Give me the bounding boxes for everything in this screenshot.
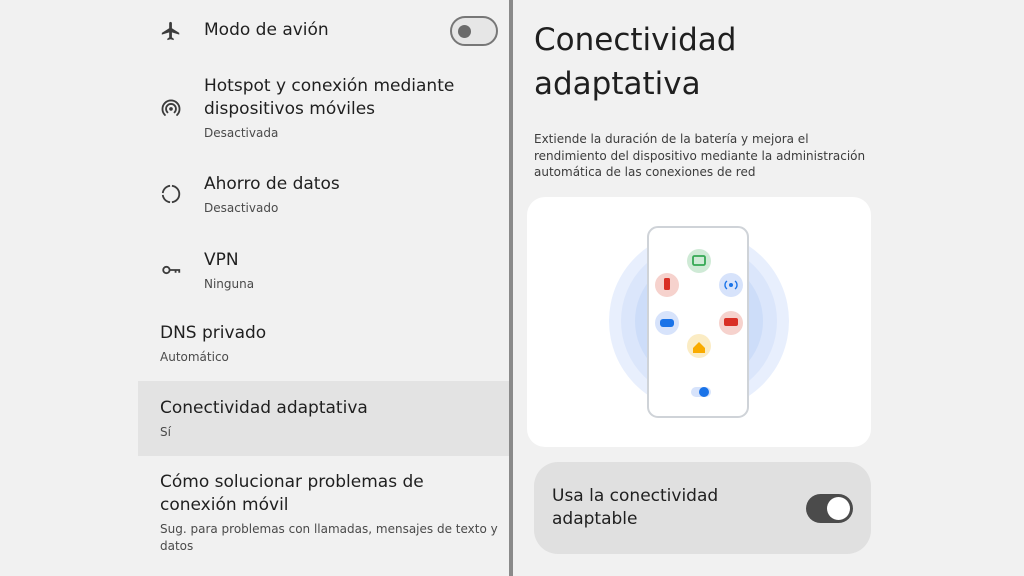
settings-item-subtitle: Ninguna [204,277,255,291]
settings-item-adaptive-connectivity[interactable] [138,381,509,456]
adaptive-connectivity-illustration [527,197,871,447]
settings-item-data-saver[interactable] [138,158,509,234]
settings-item-subtitle: Desactivada [204,126,279,140]
data-saver-icon [160,183,182,205]
settings-item-subtitle: Automático [160,350,229,364]
settings-item-subtitle: Sug. para problemas con llamadas, mensajes de texto y datos [160,522,498,553]
settings-item-troubleshoot-mobile[interactable] [138,456,509,566]
page-title: Conectividad adaptativa [534,22,737,102]
settings-item-title: Modo de avión [204,20,329,40]
settings-item-title: DNS privado [160,323,267,343]
detail-pane [513,0,1024,576]
adaptive-connectivity-switch[interactable] [806,494,853,523]
settings-item-airplane-mode[interactable] [138,0,509,62]
page-description: Extiende la duración de la batería y mejora el rendimiento del dispositivo mediante la administración automática de las conexiones de red [534,132,866,179]
settings-item-title: Hotspot y conexión mediante dispositivos móviles [204,76,455,119]
toggle-knob [458,25,471,38]
toggle-knob [827,497,850,520]
vpn-key-icon [160,259,182,281]
settings-item-hotspot[interactable] [138,66,509,158]
settings-item-title: Conectividad adaptativa [160,398,368,418]
toggle-label: Usa la conectividad adaptable [552,486,719,529]
settings-item-private-dns[interactable] [138,310,509,381]
settings-item-title: Cómo solucionar problemas de conexión móvil [160,472,424,515]
illustration-card [527,197,871,447]
settings-item-title: VPN [204,250,239,270]
settings-item-title: Ahorro de datos [204,174,340,194]
settings-item-subtitle: Sí [160,425,171,439]
hotspot-icon [160,97,182,119]
airplane-mode-toggle[interactable] [450,16,498,46]
settings-list [138,0,509,576]
adaptive-connectivity-toggle-card[interactable] [534,462,871,554]
settings-item-subtitle: Desactivado [204,201,279,215]
airplane-icon [160,20,182,42]
settings-item-vpn[interactable] [138,234,509,310]
